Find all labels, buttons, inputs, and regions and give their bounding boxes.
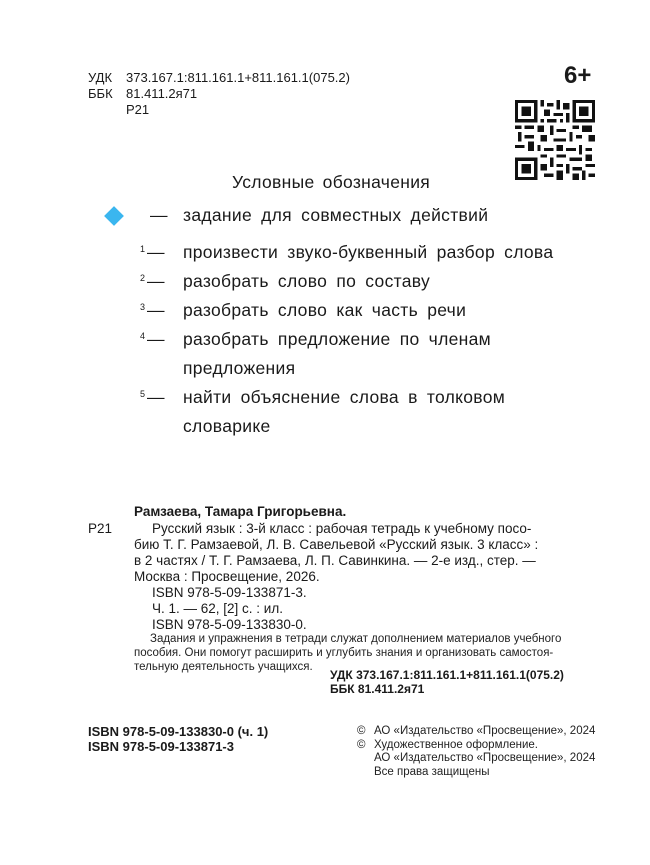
diamond-icon — [104, 206, 124, 226]
dash: — — [147, 242, 165, 262]
dash: — — [147, 387, 165, 407]
copyright-design-publisher: АО «Издательство «Просвещение», 2024 — [374, 752, 596, 764]
dash: — — [147, 329, 165, 349]
annotation-line: тельную деятельность учащихся. — [134, 661, 313, 673]
legend-title: Условные обозначения — [232, 172, 431, 192]
isbn-line: ISBN 978-5-09-133871-3. — [152, 585, 307, 600]
bbk-value: 81.411.2я71 — [126, 86, 198, 101]
copyright-block — [357, 725, 595, 779]
bibliographic-description — [134, 521, 584, 633]
legend-text: задание для совместных действий — [183, 205, 489, 225]
superscript-number: 3 — [140, 302, 146, 312]
isbn-line: ISBN 978-5-09-133830-0. — [152, 617, 307, 632]
bbk-code: ББК 81.411.2я71 — [330, 682, 425, 696]
copyright-publisher: АО «Издательство «Просвещение», 2024 — [374, 725, 596, 737]
legend-text-continued: словарике — [183, 416, 271, 436]
superscript-number: 4 — [140, 331, 146, 341]
legend-text: разобрать предложение по членам — [183, 329, 491, 349]
qr-code-icon[interactable] — [515, 100, 595, 180]
copyright-icon: © — [357, 738, 366, 751]
legend-text: разобрать слово по составу — [183, 271, 431, 291]
legend-text-continued: предложения — [183, 358, 296, 378]
dash: — — [147, 271, 165, 291]
copyright-design: Художественное оформление. — [374, 738, 538, 751]
classification-codes — [330, 668, 564, 696]
dash: — — [150, 205, 168, 225]
description-line: бию Т. Г. Рамзаевой, Л. В. Савельевой «Русский язык. 3 класс» : — [134, 537, 539, 552]
annotation-line: Задания и упражнения в тетради служат дополнением материалов учебного — [150, 633, 562, 645]
bbk-label: ББК — [88, 86, 113, 101]
isbn-set: ISBN 978-5-09-133871-3 — [88, 739, 234, 754]
rights-reserved: Все права защищены — [374, 765, 490, 778]
volume-line: Ч. 1. — 62, [2] с. : ил. — [152, 601, 283, 616]
superscript-number: 5 — [140, 389, 146, 399]
copyright-icon: © — [357, 725, 366, 737]
author: Рамзаева, Тамара Григорьевна. — [134, 504, 347, 519]
age-rating: 6+ — [564, 62, 592, 89]
description-line: в 2 частях / Т. Г. Рамзаева, Л. П. Савинкина. — 2-е изд., стер. — — [134, 553, 536, 568]
description-line: Москва : Просвещение, 2026. — [134, 569, 320, 584]
udk-code: УДК 373.167.1:811.161.1+811.161.1(075.2) — [330, 668, 564, 682]
legend-list — [95, 201, 575, 441]
dash: — — [147, 300, 165, 320]
udk-value: 373.167.1:811.161.1+811.161.1(075.2) — [126, 70, 350, 85]
isbn-part1: ISBN 978-5-09-133830-0 (ч. 1) — [88, 724, 269, 739]
superscript-number: 2 — [140, 273, 146, 283]
catalog-code: Р21 — [88, 521, 113, 536]
legend-text: разобрать слово как часть речи — [183, 300, 467, 320]
superscript-number: 1 — [140, 244, 146, 254]
legend-text: найти объяснение слова в толковом — [183, 387, 506, 407]
description-line: Русский язык : 3-й класс : рабочая тетрадь к учебному посо- — [152, 521, 532, 536]
udk-label: УДК — [88, 70, 113, 85]
annotation-line: пособия. Они помогут расширить и углубить знания и организовать самостоя- — [134, 647, 554, 659]
catalog-code: Р21 — [126, 102, 150, 117]
legend-text: произвести звуко-буквенный разбор слова — [183, 242, 554, 262]
catalog-codes — [88, 70, 350, 118]
isbn-block — [88, 724, 268, 754]
